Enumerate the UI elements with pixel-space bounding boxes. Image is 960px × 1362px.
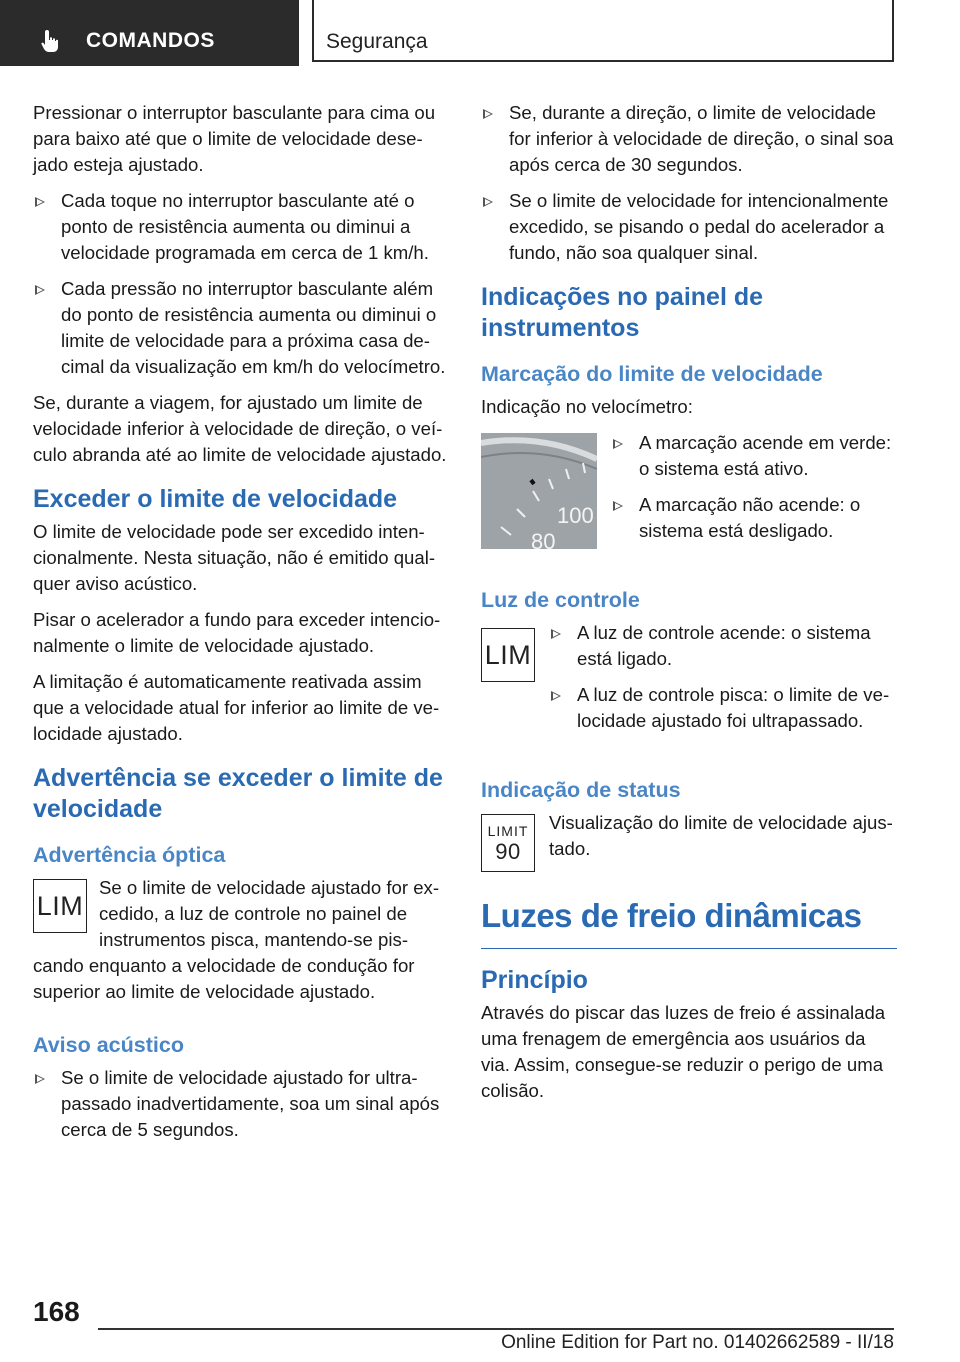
limit-icon-value: 90 (495, 838, 521, 864)
speedo-label-80: 80 (531, 529, 556, 549)
list-item (611, 492, 897, 544)
triangle-bullet-icon (551, 629, 561, 639)
list-item (33, 1065, 449, 1143)
limit-90-indicator-icon (481, 814, 535, 872)
triangle-bullet-icon (35, 1074, 45, 1084)
paragraph: Visualização do limite de velocidade ajustado. (549, 812, 893, 859)
list-item-text: Se o limite de velocidade ajustado for ultrapassado inadvertidamente, soa um sinal após cerca de 5 segundos. (61, 1067, 440, 1140)
paragraph: Pressionar o interruptor basculante para cima ou para baixo até que o limite de velocidade desejado esteja ajustado. (33, 102, 436, 175)
paragraph: Através do piscar das luzes de freio é assinalada uma frenagem de emergência aos usuários da via. Assim, consegue-se reduzir o perigo de uma colisão. (481, 1002, 886, 1101)
subsection-heading: Aviso acústico (33, 1033, 184, 1057)
lim-indicator-icon (33, 879, 87, 933)
page-header (0, 0, 960, 66)
bullet-list (33, 1065, 449, 1143)
list-item-text: A luz de controle acende: o sistema está ligado. (577, 622, 871, 669)
section-heading: Indicações no painel de instrumentos (481, 283, 764, 342)
list-item-text: Cada pressão no interruptor basculante além do ponto de resistência aumenta ou diminui o limite de velocidade para a próxima casa decimal da visualização em km/h do velocímetro. (61, 278, 446, 377)
triangle-bullet-icon (483, 197, 493, 207)
list-item-text: A marcação acende em verde: o sistema está ativo. (639, 432, 892, 479)
paragraph: A limitação é automaticamente reativada assim que a velocidade atual for inferior ao limite de velocidade ajustado. (33, 671, 440, 744)
control-light-block (481, 620, 897, 754)
lim-icon-label: LIM (36, 891, 84, 921)
list-item (481, 188, 897, 266)
bullet-list (549, 620, 897, 744)
triangle-bullet-icon (613, 439, 623, 449)
paragraph: O limite de velocidade pode ser excedido intencionalmente. Nesta situação, não é emitido qualquer aviso acústico. (33, 521, 436, 594)
speedometer-image (481, 433, 597, 549)
right-column (481, 100, 897, 1114)
triangle-bullet-icon (35, 285, 45, 295)
speedometer-block (481, 430, 897, 564)
triangle-bullet-icon (551, 691, 561, 701)
section-heading: Princípio (481, 966, 588, 994)
subsection-heading: Luz de controle (481, 588, 640, 612)
edition-note: Online Edition for Part no. 01402662589 - II/18 (501, 1332, 894, 1353)
subsection-heading: Advertência óptica (33, 843, 226, 867)
list-item (481, 100, 897, 178)
bullet-list (33, 188, 449, 380)
paragraph: Indicação no velocímetro: (481, 396, 693, 417)
section-heading: Advertência se exceder o limite de velocidade (33, 764, 443, 823)
lim-indicator-icon (481, 628, 535, 682)
left-column (33, 100, 449, 1153)
triangle-bullet-icon (483, 109, 493, 119)
section-label: Segurança (326, 30, 428, 53)
list-item-text: A marcação não acende: o sistema está desligado. (639, 494, 861, 541)
list-item (33, 188, 449, 266)
optical-warning-block (33, 875, 449, 1015)
bullet-list (481, 100, 897, 266)
subsection-heading: Marcação do limite de velocidade (481, 362, 823, 386)
list-item (33, 276, 449, 380)
list-item (611, 430, 897, 482)
chapter-label: COMANDOS (86, 29, 215, 52)
page-number: 168 (33, 1296, 80, 1327)
triangle-bullet-icon (613, 501, 623, 511)
section-tab (312, 0, 894, 62)
list-item-text: Se, durante a direção, o limite de velocidade for inferior à velocidade de direção, o sinal soa após cerca de 30 segundos. (509, 102, 894, 175)
chapter-tab (0, 0, 299, 66)
footer-divider (98, 1328, 894, 1330)
subsection-heading: Indicação de status (481, 778, 681, 802)
section-heading: Exceder o limite de velocidade (33, 485, 398, 513)
list-item-text: Se o limite de velocidade for intencionalmente excedido, se pisando o pedal do acelerador a fundo, não soa qualquer sinal. (509, 190, 889, 263)
list-item-text: Cada toque no interruptor basculante até o ponto de resistência aumenta ou diminui a velocidade programada em cerca de 1 km/h. (61, 190, 429, 263)
triangle-bullet-icon (35, 197, 45, 207)
limit-icon-label: LIMIT (487, 822, 529, 839)
list-item (549, 620, 897, 672)
list-item-text: A luz de controle pisca: o limite de velocidade ajustado foi ultrapassado. (577, 684, 890, 731)
status-block (481, 810, 897, 872)
paragraph: Se, durante a viagem, for ajustado um limite de velocidade inferior à velocidade de direção, o veículo abranda até ao limite de velocidade ajustado. (33, 392, 447, 465)
list-item (549, 682, 897, 734)
lim-icon-label: LIM (484, 640, 532, 670)
bullet-list (611, 430, 897, 554)
speedo-label-100: 100 (557, 503, 594, 528)
chapter-heading: Luzes de freio dinâmicas (481, 894, 897, 949)
paragraph: Se o limite de velocidade ajustado for excedido, a luz de controle no painel de instrumentos pisca, mantendo-se piscando enquanto a velocidade de condução for superior ao limite de velocidade ajustado. (33, 877, 440, 1002)
paragraph: Pisar o acelerador a fundo para exceder intencionalmente o limite de velocidade ajustado. (33, 609, 441, 656)
pointing-hand-icon (38, 28, 64, 54)
